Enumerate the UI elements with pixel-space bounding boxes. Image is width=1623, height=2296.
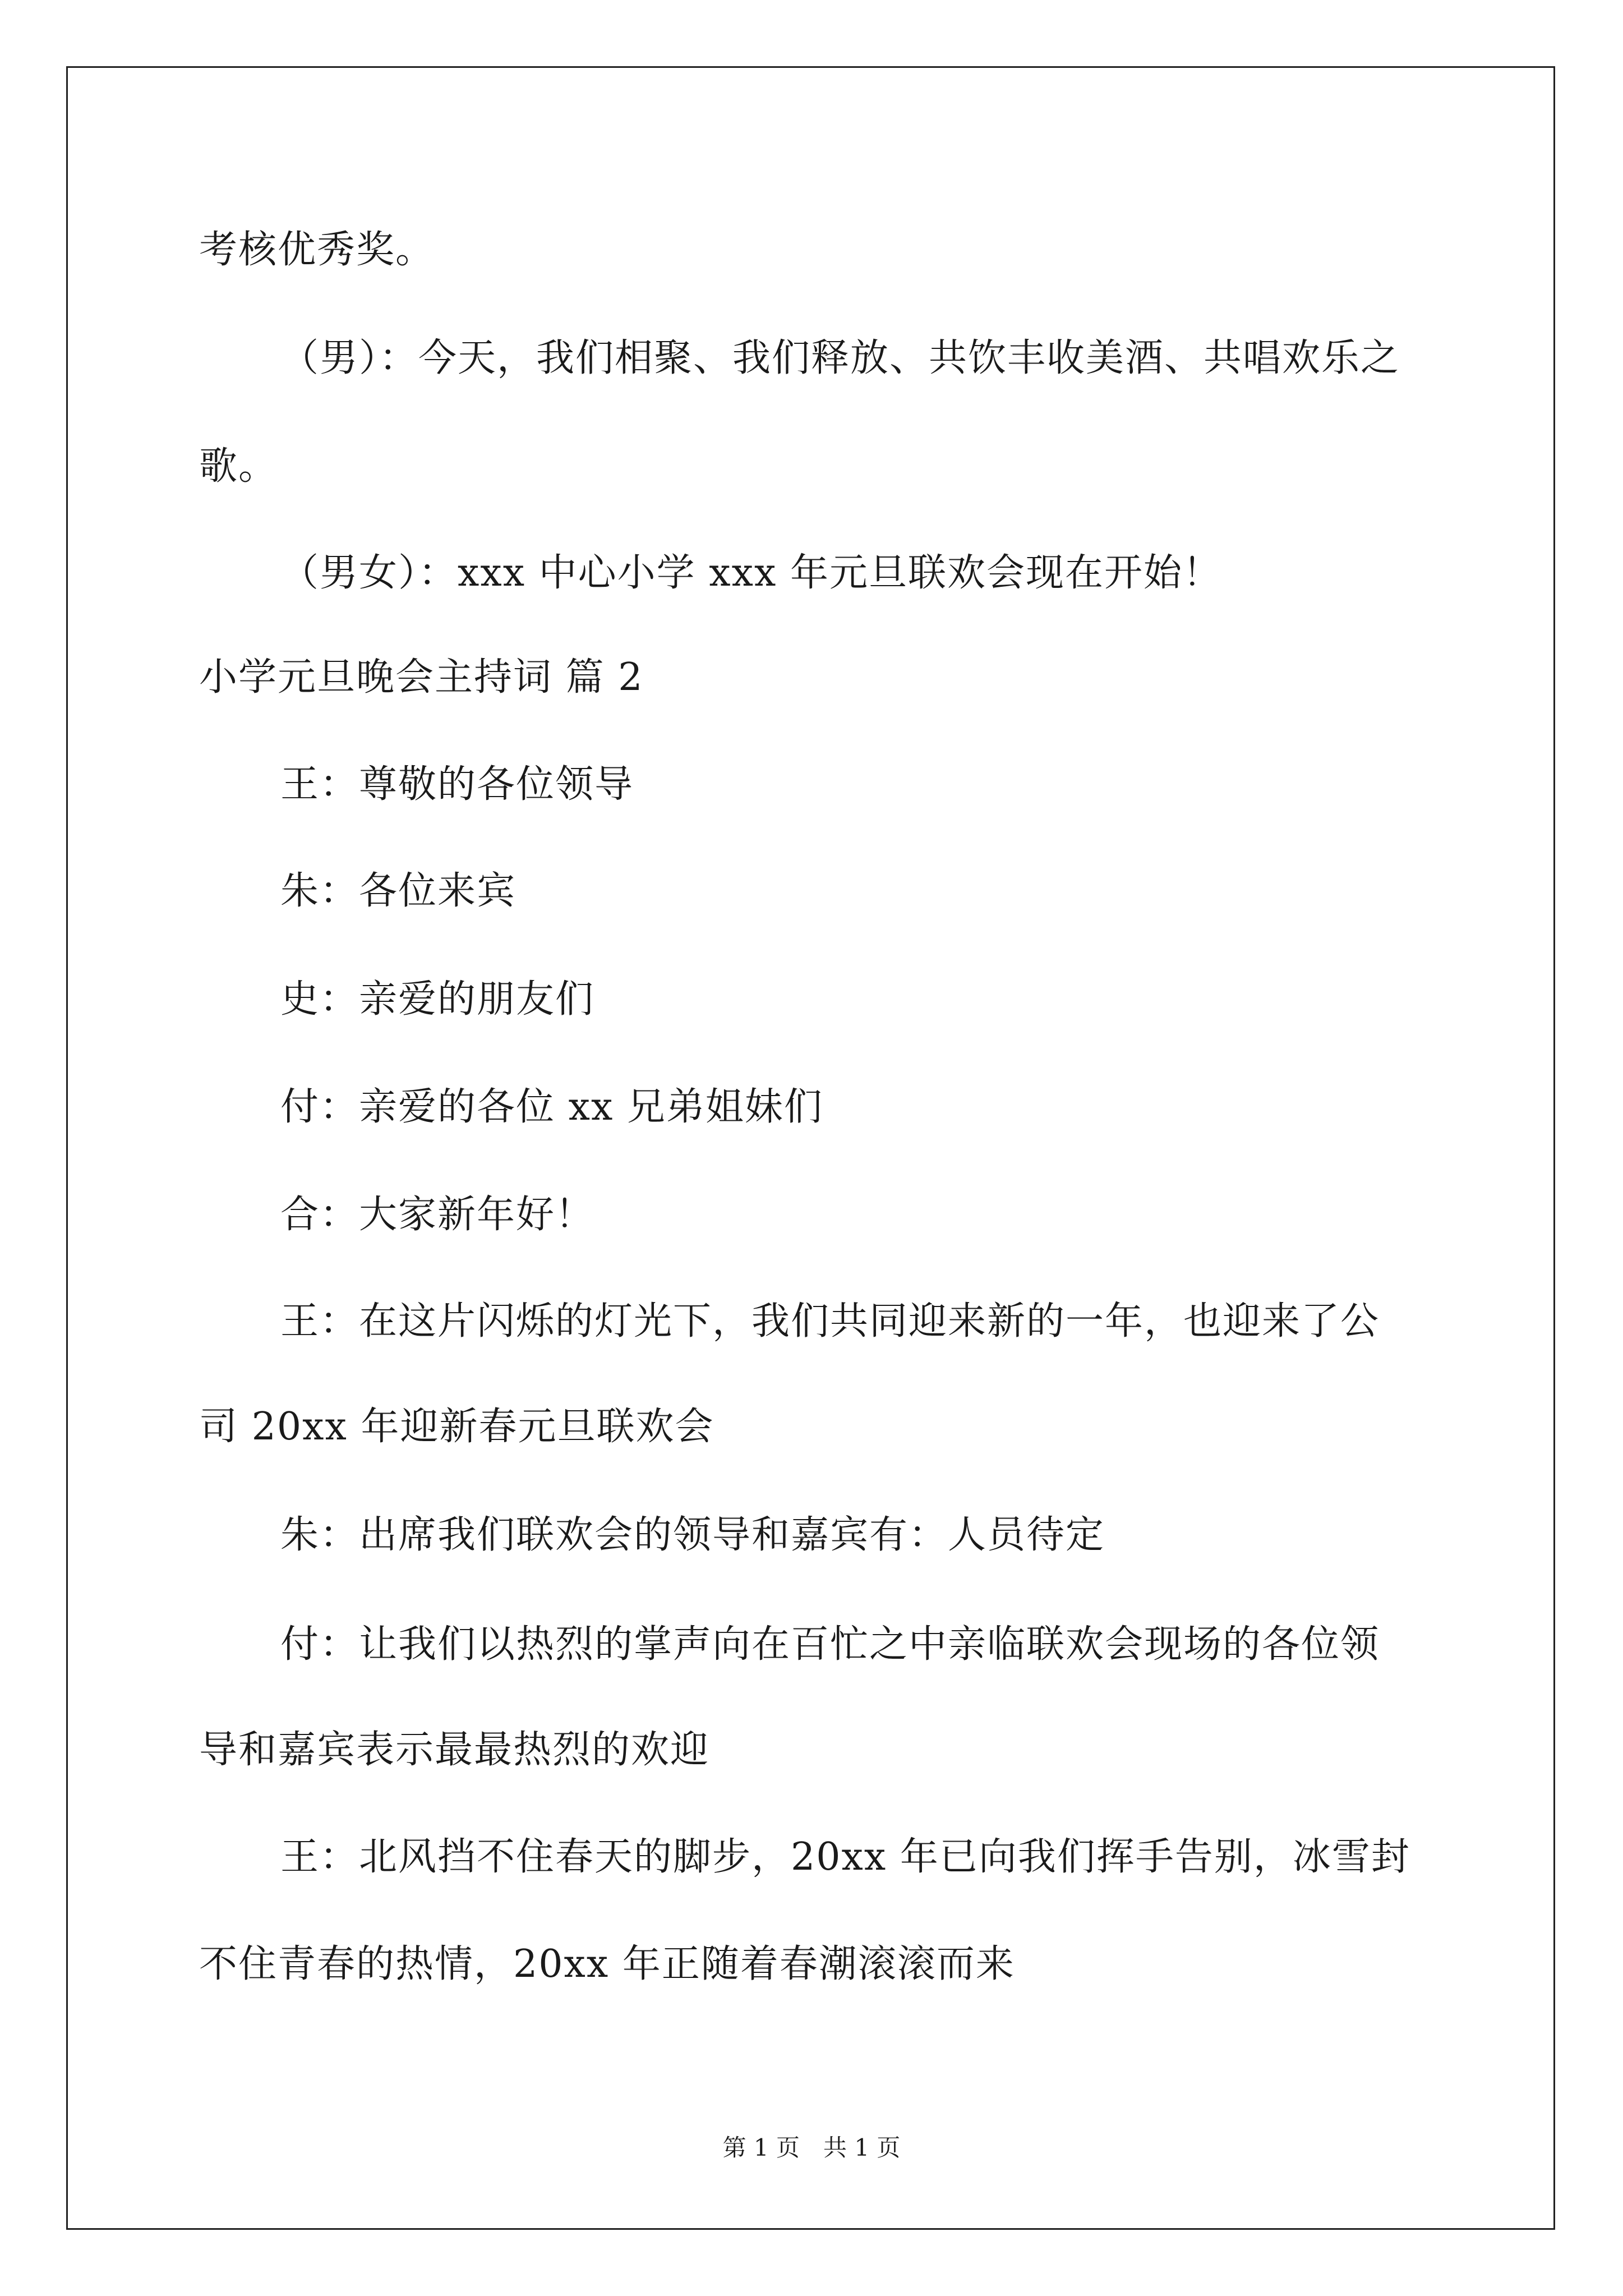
text-line-1: 考核优秀奖。 [199,228,435,272]
text-line-16: 王：北风挡不住春天的脚步，20xx 年已向我们挥手告别，冰雪封 [280,1835,1410,1879]
text-line-2: （男）：今天，我们相聚、我们释放、共饮丰收美酒、共唱欢乐之 [280,336,1400,380]
text-line-12: 司 20xx 年迎新春元旦联欢会 [199,1405,714,1449]
text-line-9: 付：亲爱的各位 xx 兄弟姐妹们 [280,1085,823,1129]
text-line-7: 朱：各位来宾 [280,869,517,913]
text-line-17: 不住青春的热情，20xx 年正随着春潮滚滚而来 [199,1942,1015,1986]
page-footer: 第 1 页 共 1 页 [722,2134,901,2161]
text-line-6: 王：尊敬的各位领导 [280,762,634,807]
text-line-8: 史：亲爱的朋友们 [280,977,595,1022]
section-heading: 小学元旦晚会主持词 篇 2 [199,655,644,700]
text-line-14: 付：让我们以热烈的掌声向在百忙之中亲临联欢会现场的各位领 [280,1622,1380,1667]
text-line-13: 朱：出席我们联欢会的领导和嘉宾有：人员待定 [280,1513,1105,1557]
text-line-15: 导和嘉宾表示最最热烈的欢迎 [199,1728,710,1772]
text-line-3: 歌。 [199,444,278,489]
text-line-11: 王：在这片闪烁的灯光下，我们共同迎来新的一年，也迎来了公 [280,1299,1380,1343]
text-line-10: 合：大家新年好！ [280,1193,595,1237]
text-line-4: （男女）：xxx 中心小学 xxx 年元旦联欢会现在开始！ [280,551,1222,595]
page-border [66,66,1555,2230]
